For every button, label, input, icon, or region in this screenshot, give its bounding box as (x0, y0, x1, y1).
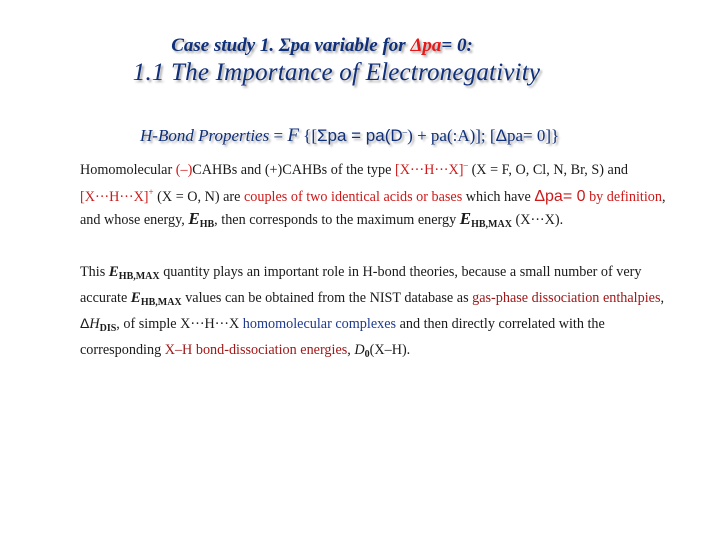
case-study-title (0, 35, 720, 57)
p1-t1: Homomolecular (80, 162, 176, 178)
p2-t11: homomolecular complexes (242, 316, 397, 332)
p1-t8: couples of two identical acids or bases (243, 188, 463, 205)
p2-t9: H (89, 316, 100, 332)
sigma-symbol: Σ (278, 35, 291, 56)
p1-t4sup: – (463, 160, 469, 170)
p2-t14: , (347, 341, 355, 358)
p2-t7: , (660, 289, 665, 306)
pa-text-red: pa (422, 35, 442, 56)
p2-t15sub: 0 (364, 348, 370, 360)
hbond-properties-line (140, 125, 700, 147)
p2-t3: quantity plays an important role in H-bond theories, because a small number of very accurate (80, 264, 642, 306)
p2-t6: gas-phase dissociation enthalpies (472, 289, 661, 306)
hbond-expr2: ) + pa(:A)]; [ (407, 126, 496, 145)
p2-t4: E (130, 289, 141, 306)
hbond-delta: Δ (495, 126, 507, 145)
p1-t7: (X = O, N) are (153, 188, 244, 205)
hbond-expr: pa = pa(D (327, 126, 403, 145)
hbond-label: H-Bond Properties (140, 126, 270, 145)
p1-t14: , then corresponds to the maximum energy (214, 212, 460, 228)
pa-text: pa (290, 35, 310, 56)
case-eq: = 0: (441, 35, 473, 56)
p1-t9: which have (462, 188, 535, 205)
case-prefix: Case study 1. (171, 35, 275, 56)
p1-t12: , and whose energy, (80, 188, 666, 228)
p2-t2: E (108, 264, 119, 280)
p2-t10: , of simple X···H···X (116, 316, 243, 332)
hbond-open: {[ (298, 126, 317, 145)
p1-t11: by definition (585, 188, 662, 205)
p1-t16: (X···X). (511, 212, 564, 228)
p2-t9sub: DIS (99, 323, 117, 334)
p1-t13sub: HB (199, 219, 215, 230)
p2-t1: This (80, 264, 109, 280)
hbond-minus: – (402, 127, 408, 137)
p2-t5: values can be obtained from the NIST database as (181, 289, 473, 306)
p2-t2sub: HB,MAX (118, 271, 160, 282)
p1-t15: E (459, 209, 472, 228)
p1-t10: Δpa= 0 (534, 187, 586, 205)
case-mid-text: variable for (309, 35, 411, 56)
paragraph-homomolecular (80, 155, 680, 236)
p2-t13: X–H bond-dissociation energies (164, 341, 348, 358)
section-title-text: 1.1 The Importance of Electronegativity (132, 59, 541, 86)
p1-t15sub: HB,MAX (471, 219, 512, 230)
p1-t2: (–) (175, 162, 193, 178)
hbond-expr3: pa= 0]} (506, 126, 560, 145)
p1-t5: (X = F, O, Cl, N, Br, S) and (468, 162, 629, 178)
hbond-sigma: Σ (317, 126, 328, 145)
section-title (0, 59, 720, 87)
p1-t3: CAHBs and (+)CAHBs of the type (192, 162, 395, 178)
p1-t6: [X···H···X] (80, 188, 149, 205)
p1-t4: [X···H···X] (394, 162, 464, 178)
p2-t4sub: HB,MAX (140, 296, 182, 308)
p2-t15: D (354, 341, 365, 358)
p1-t13: E (188, 209, 200, 228)
hbond-f: F (287, 125, 299, 146)
p2-t12: and then directly correlated with the corresponding (80, 316, 605, 358)
paragraph-ehb-max (80, 262, 680, 365)
hbond-eq: = (269, 126, 288, 145)
p1-t6sup: + (148, 186, 154, 197)
p2-t8: Δ (80, 315, 90, 331)
delta-symbol: Δ (410, 35, 423, 56)
p2-t16: (X–H). (369, 341, 411, 358)
